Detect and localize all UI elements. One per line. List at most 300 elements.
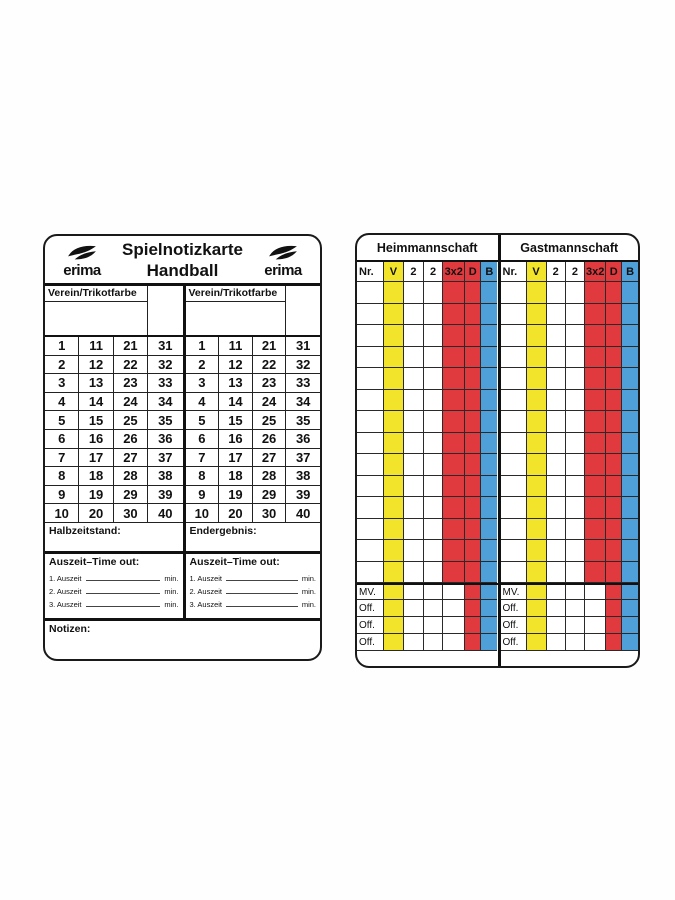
player-number-cell[interactable]: 12 <box>79 356 113 375</box>
score-cell[interactable] <box>404 454 424 476</box>
player-number-cell[interactable]: 22 <box>253 356 287 375</box>
score-cell[interactable] <box>622 304 638 326</box>
score-cell[interactable] <box>527 304 547 326</box>
score-cell[interactable] <box>384 282 404 304</box>
score-cell[interactable] <box>357 476 384 498</box>
auszeit-time-field[interactable] <box>226 606 298 607</box>
player-number-cell[interactable]: 31 <box>286 337 320 356</box>
score-cell[interactable] <box>606 634 622 651</box>
score-cell[interactable] <box>527 519 547 541</box>
score-cell[interactable] <box>384 368 404 390</box>
score-cell[interactable] <box>481 282 497 304</box>
score-cell[interactable] <box>547 562 566 584</box>
score-cell[interactable] <box>527 368 547 390</box>
score-cell[interactable] <box>566 304 585 326</box>
score-cell[interactable] <box>443 390 465 412</box>
score-cell[interactable] <box>443 282 465 304</box>
score-cell[interactable] <box>384 634 404 651</box>
score-cell[interactable] <box>622 433 638 455</box>
score-cell[interactable] <box>566 368 585 390</box>
player-number-cell[interactable]: 25 <box>114 411 148 430</box>
score-cell[interactable] <box>501 540 527 562</box>
score-cell[interactable] <box>606 476 622 498</box>
score-cell[interactable] <box>606 497 622 519</box>
score-cell[interactable] <box>404 540 424 562</box>
score-cell[interactable] <box>547 411 566 433</box>
player-number-cell[interactable]: 16 <box>79 430 113 449</box>
score-cell[interactable] <box>357 454 384 476</box>
player-number-cell[interactable]: 28 <box>114 467 148 486</box>
score-cell[interactable] <box>443 562 465 584</box>
score-cell[interactable] <box>465 304 481 326</box>
score-cell[interactable]: Off. <box>501 617 527 634</box>
score-cell[interactable] <box>527 433 547 455</box>
score-cell[interactable] <box>465 347 481 369</box>
score-cell[interactable] <box>547 390 566 412</box>
score-cell[interactable] <box>501 390 527 412</box>
score-cell[interactable] <box>384 540 404 562</box>
score-cell[interactable] <box>501 347 527 369</box>
halbzeitstand-box[interactable] <box>45 523 183 551</box>
score-cell[interactable] <box>443 497 465 519</box>
player-number-cell[interactable]: 18 <box>79 467 113 486</box>
player-number-cell[interactable]: 4 <box>45 393 79 412</box>
player-number-cell[interactable]: 21 <box>253 337 287 356</box>
score-cell[interactable] <box>501 497 527 519</box>
score-cell[interactable] <box>547 476 566 498</box>
score-cell[interactable] <box>404 282 424 304</box>
score-cell[interactable] <box>527 282 547 304</box>
score-cell[interactable] <box>424 411 444 433</box>
player-number-cell[interactable]: 6 <box>45 430 79 449</box>
score-cell[interactable] <box>404 368 424 390</box>
score-cell[interactable] <box>404 433 424 455</box>
score-cell[interactable] <box>443 617 465 634</box>
score-cell[interactable] <box>622 562 638 584</box>
score-cell[interactable] <box>547 540 566 562</box>
player-number-cell[interactable]: 8 <box>186 467 220 486</box>
score-cell[interactable]: Off. <box>501 634 527 651</box>
score-cell[interactable] <box>585 454 606 476</box>
score-cell[interactable] <box>384 497 404 519</box>
score-cell[interactable]: Off. <box>501 600 527 617</box>
score-cell[interactable] <box>424 368 444 390</box>
score-cell[interactable] <box>481 562 497 584</box>
score-cell[interactable] <box>443 325 465 347</box>
score-cell[interactable] <box>606 562 622 584</box>
player-number-cell[interactable]: 10 <box>45 504 79 523</box>
score-cell[interactable] <box>465 600 481 617</box>
player-number-cell[interactable]: 15 <box>79 411 113 430</box>
score-cell[interactable] <box>424 617 444 634</box>
score-cell[interactable] <box>424 562 444 584</box>
score-cell[interactable] <box>481 390 497 412</box>
score-cell[interactable] <box>404 617 424 634</box>
notizen-field[interactable] <box>45 635 320 659</box>
player-number-cell[interactable]: 23 <box>253 374 287 393</box>
score-cell[interactable] <box>622 585 638 600</box>
player-number-cell[interactable]: 27 <box>114 449 148 468</box>
score-cell[interactable] <box>501 562 527 584</box>
score-cell[interactable] <box>443 600 465 617</box>
player-number-cell[interactable]: 7 <box>45 449 79 468</box>
player-number-cell[interactable]: 24 <box>114 393 148 412</box>
score-cell[interactable] <box>481 454 497 476</box>
score-cell[interactable] <box>357 519 384 541</box>
score-cell[interactable] <box>585 600 606 617</box>
score-cell[interactable] <box>606 600 622 617</box>
score-cell[interactable] <box>404 634 424 651</box>
score-cell[interactable] <box>622 617 638 634</box>
player-number-cell[interactable]: 10 <box>186 504 220 523</box>
score-cell[interactable] <box>585 476 606 498</box>
score-cell[interactable] <box>606 617 622 634</box>
player-number-cell[interactable]: 26 <box>114 430 148 449</box>
player-number-cell[interactable]: 29 <box>114 486 148 505</box>
score-cell[interactable] <box>357 497 384 519</box>
score-cell[interactable] <box>443 634 465 651</box>
score-cell[interactable] <box>357 304 384 326</box>
score-cell[interactable] <box>384 617 404 634</box>
score-cell[interactable] <box>606 585 622 600</box>
trikotfarbe-field[interactable] <box>148 286 182 335</box>
player-number-cell[interactable]: 34 <box>148 393 182 412</box>
score-cell[interactable] <box>547 368 566 390</box>
score-cell[interactable] <box>527 540 547 562</box>
score-cell[interactable] <box>566 600 585 617</box>
score-cell[interactable] <box>404 519 424 541</box>
player-number-cell[interactable]: 14 <box>219 393 253 412</box>
score-cell[interactable] <box>424 585 444 600</box>
score-cell[interactable] <box>606 325 622 347</box>
player-number-cell[interactable]: 12 <box>219 356 253 375</box>
score-cell[interactable] <box>547 325 566 347</box>
score-cell[interactable] <box>527 585 547 600</box>
player-number-cell[interactable]: 3 <box>45 374 79 393</box>
score-cell[interactable] <box>384 411 404 433</box>
score-cell[interactable] <box>501 454 527 476</box>
player-number-cell[interactable]: 37 <box>148 449 182 468</box>
player-number-cell[interactable]: 36 <box>148 430 182 449</box>
score-cell[interactable] <box>384 600 404 617</box>
player-number-cell[interactable]: 30 <box>114 504 148 523</box>
player-number-cell[interactable]: 7 <box>186 449 220 468</box>
score-cell[interactable] <box>547 634 566 651</box>
score-cell[interactable] <box>465 454 481 476</box>
player-number-cell[interactable]: 20 <box>219 504 253 523</box>
score-cell[interactable] <box>566 454 585 476</box>
score-cell[interactable] <box>566 433 585 455</box>
player-number-cell[interactable]: 33 <box>286 374 320 393</box>
score-cell[interactable] <box>404 562 424 584</box>
score-cell[interactable] <box>424 347 444 369</box>
player-number-cell[interactable]: 1 <box>45 337 79 356</box>
score-cell[interactable] <box>622 600 638 617</box>
score-cell[interactable] <box>424 433 444 455</box>
auszeit-time-field[interactable] <box>86 580 161 581</box>
score-cell[interactable] <box>384 562 404 584</box>
player-number-cell[interactable]: 16 <box>219 430 253 449</box>
score-cell[interactable] <box>606 390 622 412</box>
player-number-cell[interactable]: 37 <box>286 449 320 468</box>
score-cell[interactable] <box>547 617 566 634</box>
score-cell[interactable] <box>606 433 622 455</box>
player-number-cell[interactable]: 31 <box>148 337 182 356</box>
player-number-cell[interactable]: 29 <box>253 486 287 505</box>
score-cell[interactable] <box>404 390 424 412</box>
score-cell[interactable]: MV. <box>357 585 384 600</box>
score-cell[interactable] <box>481 519 497 541</box>
player-number-cell[interactable]: 32 <box>286 356 320 375</box>
player-number-cell[interactable]: 4 <box>186 393 220 412</box>
score-cell[interactable] <box>424 497 444 519</box>
player-number-cell[interactable]: 19 <box>79 486 113 505</box>
score-cell[interactable] <box>566 634 585 651</box>
score-cell[interactable] <box>527 617 547 634</box>
score-cell[interactable] <box>481 304 497 326</box>
score-cell[interactable] <box>606 282 622 304</box>
score-cell[interactable] <box>443 411 465 433</box>
score-cell[interactable] <box>404 497 424 519</box>
player-number-cell[interactable]: 39 <box>286 486 320 505</box>
score-cell[interactable] <box>465 519 481 541</box>
score-cell[interactable] <box>404 347 424 369</box>
score-cell[interactable] <box>501 411 527 433</box>
player-number-cell[interactable]: 38 <box>148 467 182 486</box>
score-cell[interactable] <box>527 411 547 433</box>
score-cell[interactable] <box>622 390 638 412</box>
player-number-cell[interactable]: 27 <box>253 449 287 468</box>
trikotfarbe-field[interactable] <box>286 286 320 335</box>
score-cell[interactable]: Off. <box>357 634 384 651</box>
score-cell[interactable] <box>585 325 606 347</box>
player-number-cell[interactable]: 21 <box>114 337 148 356</box>
player-number-cell[interactable]: 40 <box>286 504 320 523</box>
player-number-cell[interactable]: 20 <box>79 504 113 523</box>
score-cell[interactable] <box>465 634 481 651</box>
player-number-cell[interactable]: 13 <box>79 374 113 393</box>
score-cell[interactable] <box>443 540 465 562</box>
player-number-cell[interactable]: 25 <box>253 411 287 430</box>
score-cell[interactable] <box>443 347 465 369</box>
score-cell[interactable] <box>384 304 404 326</box>
score-cell[interactable] <box>527 634 547 651</box>
score-cell[interactable] <box>481 600 497 617</box>
score-cell[interactable] <box>357 562 384 584</box>
score-cell[interactable] <box>622 634 638 651</box>
score-cell[interactable] <box>443 476 465 498</box>
score-cell[interactable] <box>481 497 497 519</box>
player-number-cell[interactable]: 11 <box>79 337 113 356</box>
score-cell[interactable] <box>357 411 384 433</box>
player-number-cell[interactable]: 36 <box>286 430 320 449</box>
player-number-cell[interactable]: 28 <box>253 467 287 486</box>
player-number-cell[interactable]: 23 <box>114 374 148 393</box>
score-cell[interactable] <box>481 411 497 433</box>
score-cell[interactable] <box>481 433 497 455</box>
score-cell[interactable] <box>465 476 481 498</box>
player-number-cell[interactable]: 34 <box>286 393 320 412</box>
player-number-cell[interactable]: 26 <box>253 430 287 449</box>
score-cell[interactable] <box>527 454 547 476</box>
player-number-cell[interactable]: 33 <box>148 374 182 393</box>
player-number-cell[interactable]: 5 <box>45 411 79 430</box>
score-cell[interactable] <box>357 390 384 412</box>
score-cell[interactable] <box>501 282 527 304</box>
score-cell[interactable] <box>384 390 404 412</box>
player-number-cell[interactable]: 9 <box>45 486 79 505</box>
player-number-cell[interactable]: 1 <box>186 337 220 356</box>
score-cell[interactable] <box>527 562 547 584</box>
score-cell[interactable] <box>622 497 638 519</box>
score-cell[interactable] <box>443 519 465 541</box>
score-cell[interactable] <box>465 390 481 412</box>
player-number-cell[interactable]: 38 <box>286 467 320 486</box>
score-cell[interactable] <box>357 347 384 369</box>
score-cell[interactable] <box>622 411 638 433</box>
score-cell[interactable] <box>585 497 606 519</box>
score-cell[interactable] <box>465 282 481 304</box>
score-cell[interactable] <box>585 519 606 541</box>
auszeit-time-field[interactable] <box>226 580 298 581</box>
score-cell[interactable] <box>481 368 497 390</box>
verein-name-field[interactable] <box>186 302 286 335</box>
player-number-cell[interactable]: 32 <box>148 356 182 375</box>
score-cell[interactable] <box>481 347 497 369</box>
score-cell[interactable] <box>424 325 444 347</box>
score-cell[interactable] <box>547 585 566 600</box>
player-number-cell[interactable]: 22 <box>114 356 148 375</box>
score-cell[interactable] <box>404 411 424 433</box>
score-cell[interactable] <box>606 454 622 476</box>
score-cell[interactable] <box>585 368 606 390</box>
score-cell[interactable] <box>622 454 638 476</box>
score-cell[interactable] <box>622 540 638 562</box>
score-cell[interactable] <box>566 282 585 304</box>
player-number-cell[interactable]: 2 <box>186 356 220 375</box>
player-number-cell[interactable]: 8 <box>45 467 79 486</box>
score-cell[interactable] <box>527 476 547 498</box>
score-cell[interactable] <box>606 519 622 541</box>
score-cell[interactable] <box>404 325 424 347</box>
score-cell[interactable]: MV. <box>501 585 527 600</box>
score-cell[interactable] <box>566 390 585 412</box>
player-number-cell[interactable]: 24 <box>253 393 287 412</box>
score-cell[interactable] <box>566 519 585 541</box>
auszeit-time-field[interactable] <box>86 593 161 594</box>
score-cell[interactable] <box>622 325 638 347</box>
player-number-cell[interactable]: 6 <box>186 430 220 449</box>
score-cell[interactable] <box>424 634 444 651</box>
score-cell[interactable] <box>622 282 638 304</box>
score-cell[interactable] <box>606 540 622 562</box>
score-cell[interactable]: Off. <box>357 600 384 617</box>
verein-name-field[interactable] <box>45 302 147 335</box>
score-cell[interactable] <box>501 476 527 498</box>
auszeit-time-field[interactable] <box>86 606 161 607</box>
score-cell[interactable] <box>384 585 404 600</box>
score-cell[interactable] <box>566 585 585 600</box>
score-cell[interactable] <box>547 600 566 617</box>
score-cell[interactable] <box>357 540 384 562</box>
score-cell[interactable] <box>465 325 481 347</box>
score-cell[interactable] <box>547 347 566 369</box>
score-cell[interactable] <box>585 433 606 455</box>
player-number-cell[interactable]: 35 <box>148 411 182 430</box>
score-cell[interactable] <box>357 325 384 347</box>
score-cell[interactable] <box>585 390 606 412</box>
player-number-cell[interactable]: 14 <box>79 393 113 412</box>
player-number-cell[interactable]: 35 <box>286 411 320 430</box>
score-cell[interactable] <box>481 617 497 634</box>
score-cell[interactable] <box>501 433 527 455</box>
score-cell[interactable] <box>424 390 444 412</box>
score-cell[interactable] <box>606 304 622 326</box>
score-cell[interactable] <box>566 617 585 634</box>
score-cell[interactable] <box>384 347 404 369</box>
score-cell[interactable] <box>443 368 465 390</box>
score-cell[interactable] <box>585 585 606 600</box>
score-cell[interactable] <box>547 497 566 519</box>
score-cell[interactable] <box>481 540 497 562</box>
score-cell[interactable] <box>585 347 606 369</box>
score-cell[interactable] <box>424 454 444 476</box>
score-cell[interactable] <box>566 540 585 562</box>
score-cell[interactable] <box>424 304 444 326</box>
player-number-cell[interactable]: 19 <box>219 486 253 505</box>
score-cell[interactable] <box>424 476 444 498</box>
score-cell[interactable] <box>622 347 638 369</box>
score-cell[interactable] <box>606 411 622 433</box>
score-cell[interactable] <box>384 325 404 347</box>
score-cell[interactable] <box>547 454 566 476</box>
player-number-cell[interactable]: 9 <box>186 486 220 505</box>
score-cell[interactable] <box>465 368 481 390</box>
score-cell[interactable] <box>481 585 497 600</box>
score-cell[interactable] <box>547 304 566 326</box>
score-cell[interactable] <box>443 454 465 476</box>
score-cell[interactable] <box>566 325 585 347</box>
score-cell[interactable] <box>384 476 404 498</box>
score-cell[interactable] <box>501 368 527 390</box>
score-cell[interactable] <box>404 304 424 326</box>
player-number-cell[interactable]: 2 <box>45 356 79 375</box>
score-cell[interactable] <box>384 454 404 476</box>
score-cell[interactable] <box>585 540 606 562</box>
score-cell[interactable] <box>357 368 384 390</box>
score-cell[interactable] <box>443 585 465 600</box>
score-cell[interactable]: Off. <box>357 617 384 634</box>
score-cell[interactable] <box>357 282 384 304</box>
endergebnis-box[interactable] <box>183 523 321 551</box>
player-number-cell[interactable]: 39 <box>148 486 182 505</box>
score-cell[interactable] <box>585 562 606 584</box>
score-cell[interactable] <box>527 325 547 347</box>
score-cell[interactable] <box>384 519 404 541</box>
score-cell[interactable] <box>527 347 547 369</box>
score-cell[interactable] <box>566 562 585 584</box>
score-cell[interactable] <box>424 282 444 304</box>
score-cell[interactable] <box>622 519 638 541</box>
player-number-cell[interactable]: 5 <box>186 411 220 430</box>
score-cell[interactable] <box>527 600 547 617</box>
score-cell[interactable] <box>622 368 638 390</box>
score-cell[interactable] <box>404 585 424 600</box>
score-cell[interactable] <box>465 411 481 433</box>
score-cell[interactable] <box>547 433 566 455</box>
score-cell[interactable] <box>585 634 606 651</box>
score-cell[interactable] <box>481 634 497 651</box>
